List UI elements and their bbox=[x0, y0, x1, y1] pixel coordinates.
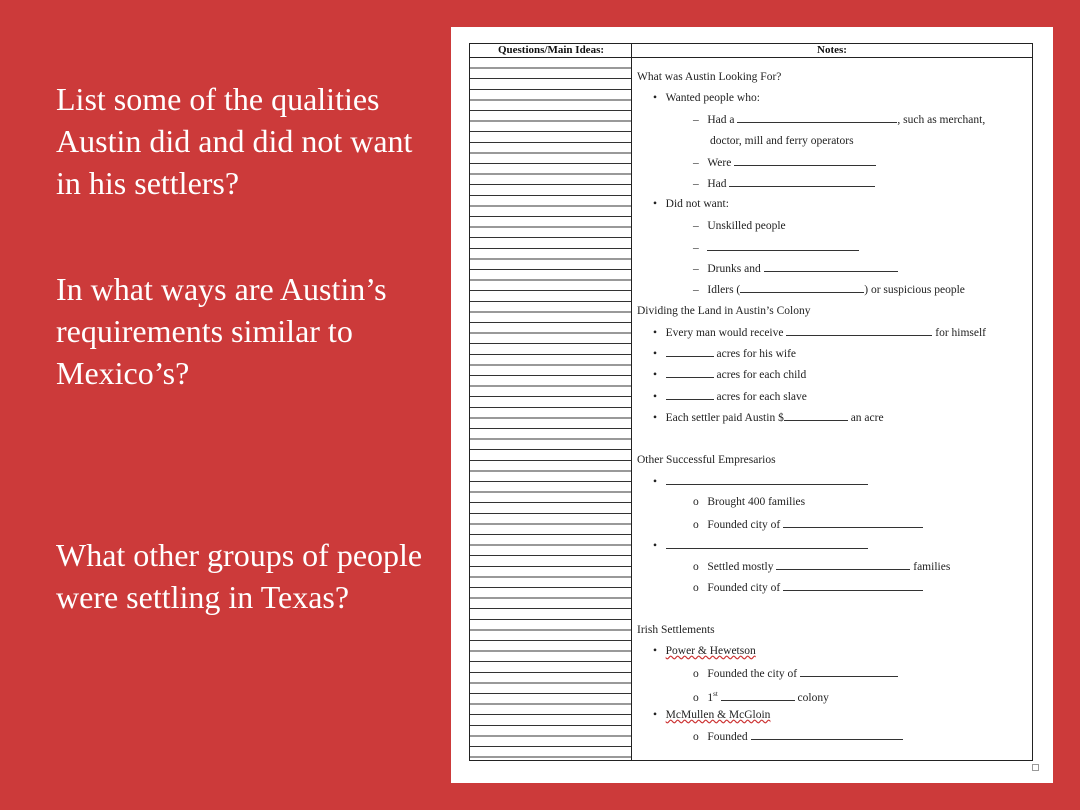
list-item: • McMullen & McGloin bbox=[653, 709, 771, 721]
fill-blank bbox=[666, 346, 714, 357]
list-item: o 1st colony bbox=[693, 690, 829, 704]
fill-blank bbox=[783, 517, 923, 528]
fill-blank bbox=[734, 155, 876, 166]
section-title-austin: What was Austin Looking For? bbox=[637, 71, 782, 83]
fill-blank bbox=[800, 666, 898, 677]
list-item: o Founded the city of bbox=[693, 666, 898, 681]
section-title-land: Dividing the Land in Austin’s Colony bbox=[637, 305, 811, 317]
prompt-requirements: In what ways are Austin’s requirements similar to Mexico’s? bbox=[56, 271, 387, 391]
section-title-irish: Irish Settlements bbox=[637, 624, 715, 636]
header-notes: Notes: bbox=[817, 44, 847, 56]
fill-blank bbox=[740, 282, 864, 293]
list-item: o Founded city of bbox=[693, 517, 923, 532]
list-item: – Had a , such as merchant, bbox=[693, 114, 986, 126]
notes-worksheet bbox=[451, 27, 1053, 783]
list-item: • bbox=[653, 474, 868, 489]
cornell-notes-table bbox=[469, 43, 1033, 761]
fill-blank bbox=[666, 367, 714, 378]
fill-blank bbox=[764, 261, 898, 272]
column-divider bbox=[631, 44, 632, 760]
list-item: o Founded bbox=[693, 729, 903, 744]
fill-blank bbox=[783, 580, 923, 591]
fill-blank bbox=[776, 559, 910, 570]
list-item: o Brought 400 families bbox=[693, 496, 806, 508]
list-item: – bbox=[693, 240, 859, 255]
fill-blank bbox=[784, 410, 848, 421]
list-item: • Did not want: bbox=[653, 198, 729, 210]
list-item: o Settled mostly families bbox=[693, 561, 951, 573]
fill-blank bbox=[666, 538, 868, 549]
list-item: – Idlers ( ) or suspicious people bbox=[693, 284, 965, 296]
list-item: o Founded city of bbox=[693, 580, 923, 595]
list-item: – Unskilled people bbox=[693, 220, 786, 232]
list-item: – Drunks and bbox=[693, 261, 898, 276]
list-item: • bbox=[653, 538, 868, 553]
fill-blank bbox=[729, 176, 875, 187]
fill-blank bbox=[666, 389, 714, 400]
fill-blank bbox=[751, 729, 903, 740]
table-header bbox=[470, 44, 1032, 58]
prompt-other-groups: What other groups of people were settling in Texas? bbox=[56, 537, 423, 615]
list-item: • Wanted people who: bbox=[653, 92, 760, 104]
list-item-continued: doctor, mill and ferry operators bbox=[710, 135, 854, 147]
list-item: • Power & Hewetson bbox=[653, 645, 756, 657]
fill-blank bbox=[737, 112, 897, 123]
fill-blank bbox=[666, 474, 868, 485]
fill-blank bbox=[707, 240, 859, 251]
list-item: • Each settler paid Austin $ an acre bbox=[653, 412, 884, 424]
prompt-qualities: List some of the qualities Austin did and did not want in his settlers? bbox=[56, 81, 413, 201]
list-item: • acres for each child bbox=[653, 369, 807, 381]
questions-column-lines bbox=[470, 58, 631, 760]
list-item: – Had bbox=[693, 176, 875, 191]
list-item: • acres for each slave bbox=[653, 391, 807, 403]
resize-handle[interactable] bbox=[1032, 764, 1039, 771]
list-item: – Were bbox=[693, 155, 876, 170]
fill-blank bbox=[786, 325, 932, 336]
section-title-empresarios: Other Successful Empresarios bbox=[637, 454, 776, 466]
list-item: • acres for his wife bbox=[653, 348, 797, 360]
list-item: • Every man would receive for himself bbox=[653, 327, 987, 339]
header-questions: Questions/Main Ideas: bbox=[497, 44, 605, 56]
fill-blank bbox=[721, 690, 795, 701]
